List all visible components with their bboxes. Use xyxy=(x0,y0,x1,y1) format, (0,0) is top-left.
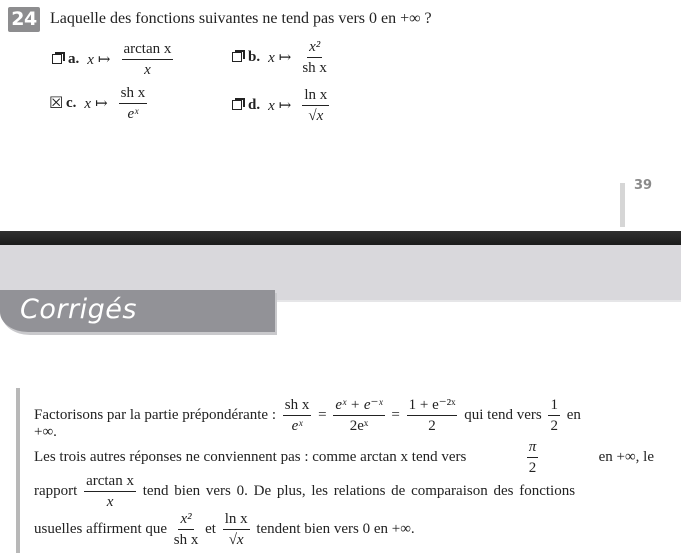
fraction: $\frac{\text{sh x}}{\text{eˣ}}$ xyxy=(120,85,146,122)
exercise-number-badge: 24 xyxy=(8,7,40,32)
fraction: $\frac{\pi}{2}$ xyxy=(528,439,537,476)
option-letter: d. xyxy=(248,97,261,113)
fraction: $\frac{\text{x²}}{\text{sh x}}$ xyxy=(173,511,199,548)
answer-line-1: Factorisons par la partie prépondérante : $\frac{\text{sh x}}{\text{eˣ}}$ = $\frac{\text{eˣ + e⁻ˣ}}{\text{2eˣ}}$ = $\frac{\text{1 + e⁻²ˣ}}{2}$ qui tend vers $\frac{1}{2}$ en xyxy=(34,397,581,434)
option-letter: a. xyxy=(68,51,80,67)
option-letter: c. xyxy=(66,95,77,111)
option-b[interactable] xyxy=(232,38,330,77)
mapsto: x ↦ xyxy=(268,50,292,66)
question-text: Laquelle des fonctions suivantes ne tend pas vers 0 en +∞ ? xyxy=(50,10,432,27)
mapsto: x ↦ xyxy=(87,52,111,68)
page-number: 39 xyxy=(634,178,653,193)
answer-line-3: Les trois autres réponses ne conviennent pas : comme arctan x tend vers $\frac{\pi}{2}$ en +∞, le xyxy=(34,439,654,476)
fraction: $\frac{\text{arctan x}}{x}$ xyxy=(123,41,172,78)
section-divider-bar xyxy=(0,231,681,245)
checkbox-icon[interactable] xyxy=(52,54,63,65)
checkbox-icon[interactable] xyxy=(232,100,243,111)
option-letter: b. xyxy=(248,49,261,65)
checkbox-icon[interactable] xyxy=(232,52,243,63)
option-c[interactable] xyxy=(50,84,150,123)
fraction: $\frac{1}{2}$ xyxy=(550,397,558,434)
option-d[interactable] xyxy=(232,86,332,125)
answer-line-2: +∞. xyxy=(34,424,57,440)
section-title: Corrigés xyxy=(20,294,137,325)
mapsto: x ↦ xyxy=(268,98,292,114)
page-number-bar xyxy=(620,183,625,227)
fraction: $\frac{\text{sh x}}{\text{eˣ}}$ xyxy=(284,397,310,434)
answer-line-5: usuelles affirment que $\frac{\text{x²}}{\text{sh x}}$ et $\frac{\text{ln x}}{√x}$ tendent bien vers 0 en +∞. xyxy=(34,511,415,548)
fraction: $\frac{\text{ln x}}{√x}$ xyxy=(224,511,248,548)
fraction: $\frac{\text{1 + e⁻²ˣ}}{2}$ xyxy=(408,397,456,434)
mapsto: x ↦ xyxy=(84,96,108,112)
checked-checkbox-icon[interactable]: ☒ xyxy=(49,93,64,112)
answer-line-4: rapport $\frac{\text{arctan x}}{x}$ tend bien vers 0. De plus, les relations de comparaison des fonctions xyxy=(34,473,576,510)
fraction: $\frac{\text{eˣ + e⁻ˣ}}{\text{2eˣ}}$ xyxy=(335,397,383,434)
option-a[interactable] xyxy=(52,40,176,79)
fraction: $\frac{\text{x²}}{\text{sh x}}$ xyxy=(302,39,327,76)
answer-box xyxy=(16,388,670,553)
fraction: $\frac{\text{arctan x}}{x}$ xyxy=(86,473,134,510)
fraction: $\frac{\text{ln x}}{√x}$ xyxy=(304,87,328,124)
